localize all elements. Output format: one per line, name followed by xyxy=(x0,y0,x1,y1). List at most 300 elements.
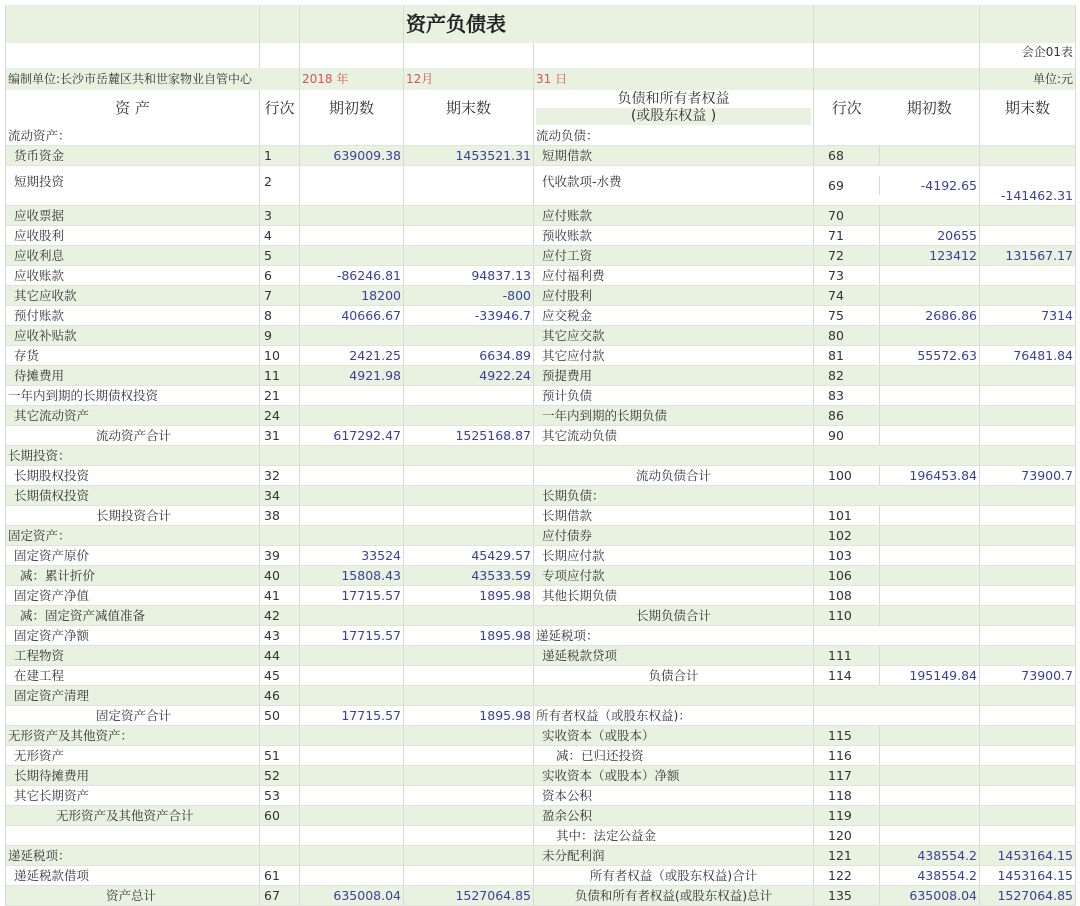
liability-item-label: 应交税金 xyxy=(534,306,814,326)
table-row xyxy=(6,646,1076,666)
asset-item-label: 其它长期资产 xyxy=(6,786,260,806)
asset-end-value xyxy=(404,786,534,806)
liability-row-number: 100 xyxy=(814,466,880,485)
liability-begin-value: 20655 xyxy=(937,228,977,243)
asset-begin-value: 2421.25 xyxy=(300,346,404,366)
asset-begin-value xyxy=(300,226,404,246)
asset-item-label: 待摊费用 xyxy=(6,366,260,386)
table-row xyxy=(6,706,1076,726)
liability-item-label: 资本公积 xyxy=(534,786,814,806)
liability-item-label: 负债合计 xyxy=(534,666,814,686)
liability-end-value xyxy=(980,586,1076,606)
form-code-row xyxy=(6,43,1076,68)
asset-row-number: 61 xyxy=(260,866,300,886)
asset-begin-value xyxy=(300,866,404,886)
table-row xyxy=(6,666,1076,686)
asset-end-value xyxy=(404,746,534,766)
asset-item-label: 固定资产合计 xyxy=(6,706,260,726)
asset-end-value xyxy=(404,866,534,886)
liability-num-group xyxy=(814,666,980,686)
asset-item-label: 资产总计 xyxy=(6,886,260,906)
asset-begin-value xyxy=(300,746,404,766)
asset-end-value: 4922.24 xyxy=(404,366,534,386)
liability-end-value xyxy=(980,506,1076,526)
header-row-no-right: 行次 xyxy=(831,98,862,117)
asset-row-number: 8 xyxy=(260,306,300,326)
table-row xyxy=(6,286,1076,306)
liability-num-group xyxy=(814,626,980,646)
liability-end-value xyxy=(980,646,1076,666)
liability-row-number: 117 xyxy=(814,766,880,785)
liability-num-group xyxy=(814,166,980,206)
liability-end-value xyxy=(980,286,1076,306)
asset-row-number: 60 xyxy=(260,806,300,826)
liability-row-number: 116 xyxy=(814,746,880,765)
liability-row-number: 75 xyxy=(814,306,880,325)
table-row xyxy=(6,386,1076,406)
liability-end-value xyxy=(980,606,1076,626)
liability-end-value xyxy=(980,326,1076,346)
header-end-right: 期末数 xyxy=(980,90,1076,126)
liability-item-label: 长期负债合计 xyxy=(534,606,814,626)
asset-begin-value xyxy=(300,246,404,266)
table-row xyxy=(6,126,1076,146)
asset-begin-value: 18200 xyxy=(300,286,404,306)
liability-item-label: 长期负债： xyxy=(534,486,814,506)
table-row xyxy=(6,766,1076,786)
liability-end-value xyxy=(980,426,1076,446)
liability-end-value: 73900.7 xyxy=(980,666,1076,686)
liability-item-label: 应付福利费 xyxy=(534,266,814,286)
asset-end-value xyxy=(404,486,534,506)
table-row xyxy=(6,746,1076,766)
liability-item-label: 代收款项-水费 xyxy=(534,166,814,206)
table-row xyxy=(6,886,1076,906)
header-begin: 期初数 xyxy=(300,90,404,126)
table-row xyxy=(6,206,1076,226)
liability-item-label: 应付股利 xyxy=(534,286,814,306)
liability-end-value xyxy=(980,366,1076,386)
liability-row-number: 106 xyxy=(814,566,880,585)
liability-num-group xyxy=(814,346,980,366)
asset-end-value xyxy=(404,826,534,846)
liability-begin-value: 123412 xyxy=(929,248,977,263)
liability-begin-value: -4192.65 xyxy=(920,178,977,193)
asset-end-value xyxy=(404,646,534,666)
liability-num-group xyxy=(814,746,980,766)
asset-item-label: 应收股利 xyxy=(6,226,260,246)
liability-item-label: 所有者权益（或股东权益)： xyxy=(534,706,814,726)
liability-end-value: -141462.31 xyxy=(980,166,1076,206)
asset-end-value xyxy=(404,806,534,826)
asset-item-label: 其它流动资产 xyxy=(6,406,260,426)
asset-item-label: 其它应收款 xyxy=(6,286,260,306)
table-row xyxy=(6,546,1076,566)
asset-item-label: 预付账款 xyxy=(6,306,260,326)
asset-begin-value xyxy=(300,526,404,546)
table-row xyxy=(6,226,1076,246)
asset-begin-value xyxy=(300,386,404,406)
asset-begin-value: 17715.57 xyxy=(300,586,404,606)
asset-row-number: 5 xyxy=(260,246,300,266)
asset-begin-value: 4921.98 xyxy=(300,366,404,386)
table-row xyxy=(6,826,1076,846)
asset-row-number: 45 xyxy=(260,666,300,686)
liability-row-number: 71 xyxy=(814,226,880,245)
table-row xyxy=(6,866,1076,886)
asset-begin-value xyxy=(300,666,404,686)
asset-row-number xyxy=(260,446,300,466)
asset-begin-value xyxy=(300,766,404,786)
asset-row-number: 3 xyxy=(260,206,300,226)
liability-num-group xyxy=(814,446,980,466)
liability-end-value: 7314 xyxy=(980,306,1076,326)
asset-row-number: 40 xyxy=(260,566,300,586)
asset-begin-value xyxy=(300,446,404,466)
liability-item-label: 其它流动负债 xyxy=(534,426,814,446)
table-row xyxy=(6,426,1076,446)
asset-row-number xyxy=(260,726,300,746)
asset-end-value: 94837.13 xyxy=(404,266,534,286)
liability-row-number: 81 xyxy=(814,346,880,365)
asset-end-value: 1895.98 xyxy=(404,586,534,606)
liability-end-value xyxy=(980,386,1076,406)
liability-num-group xyxy=(814,146,980,166)
liability-end-value xyxy=(980,446,1076,466)
header-liabilities-line1: 负债和所有者权益 xyxy=(617,91,730,107)
table-row xyxy=(6,346,1076,366)
liability-row-number: 108 xyxy=(814,586,880,605)
asset-item-label: 无形资产及其他资产合计 xyxy=(6,806,260,826)
liability-end-value xyxy=(980,146,1076,166)
asset-item-label: 递延税项： xyxy=(6,846,260,866)
liability-end-value xyxy=(980,206,1076,226)
asset-begin-value: 17715.57 xyxy=(300,626,404,646)
asset-row-number: 43 xyxy=(260,626,300,646)
asset-item-label: 固定资产净额 xyxy=(6,626,260,646)
liability-num-group xyxy=(814,606,980,626)
unit-label: 单位:元 xyxy=(980,68,1076,90)
table-row xyxy=(6,466,1076,486)
asset-end-value xyxy=(404,526,534,546)
table-row xyxy=(6,526,1076,546)
liability-row-number: 74 xyxy=(814,286,880,305)
liability-num-group xyxy=(814,286,980,306)
liability-row-number: 69 xyxy=(814,176,880,195)
liability-row-number: 135 xyxy=(814,886,880,905)
liability-end-value xyxy=(980,706,1076,726)
table-row xyxy=(6,446,1076,466)
liability-row-number: 101 xyxy=(814,506,880,525)
asset-item-label: 无形资产及其他资产： xyxy=(6,726,260,746)
asset-item-label: 固定资产净值 xyxy=(6,586,260,606)
liability-row-number: 111 xyxy=(814,646,880,665)
liability-end-value xyxy=(980,686,1076,706)
asset-row-number: 42 xyxy=(260,606,300,626)
asset-end-value xyxy=(404,206,534,226)
liability-item-label: 盈余公积 xyxy=(534,806,814,826)
asset-end-value xyxy=(404,226,534,246)
liability-item-label: 预提费用 xyxy=(534,366,814,386)
liability-end-value xyxy=(980,546,1076,566)
liability-row-number: 120 xyxy=(814,826,880,845)
liability-num-group xyxy=(814,126,980,146)
liability-end-value xyxy=(980,746,1076,766)
liability-num-group xyxy=(814,306,980,326)
asset-row-number: 24 xyxy=(260,406,300,426)
liability-begin-value: 635008.04 xyxy=(909,888,977,903)
liability-row-number: 86 xyxy=(814,406,880,425)
asset-row-number: 39 xyxy=(260,546,300,566)
liability-end-value: 1453164.15 xyxy=(980,866,1076,886)
asset-begin-value xyxy=(300,826,404,846)
table-row xyxy=(6,806,1076,826)
asset-end-value xyxy=(404,726,534,746)
liability-item-label: 预计负债 xyxy=(534,386,814,406)
liability-num-group xyxy=(814,566,980,586)
asset-end-value: 1895.98 xyxy=(404,626,534,646)
liability-end-value xyxy=(980,486,1076,506)
asset-row-number: 1 xyxy=(260,146,300,166)
asset-item-label: 无形资产 xyxy=(6,746,260,766)
liability-row-number: 83 xyxy=(814,386,880,405)
asset-row-number: 31 xyxy=(260,426,300,446)
asset-item-label: 固定资产原价 xyxy=(6,546,260,566)
asset-end-value xyxy=(404,506,534,526)
liability-row-number: 121 xyxy=(814,846,880,865)
asset-end-value xyxy=(404,406,534,426)
asset-end-value: 43533.59 xyxy=(404,566,534,586)
liability-row-number: 103 xyxy=(814,546,880,565)
liability-item-label: 递延税项： xyxy=(534,626,814,646)
liability-row-number: 90 xyxy=(814,426,880,445)
liability-begin-value: 438554.2 xyxy=(917,868,977,883)
liability-row-number: 68 xyxy=(814,146,880,165)
asset-begin-value xyxy=(300,686,404,706)
liability-begin-value: 196453.84 xyxy=(909,468,977,483)
liability-row-number: 114 xyxy=(814,666,880,685)
asset-begin-value: 15808.43 xyxy=(300,566,404,586)
liability-begin-value: 195149.84 xyxy=(909,668,977,683)
asset-item-label: 在建工程 xyxy=(6,666,260,686)
form-code: 会企01表 xyxy=(980,43,1076,68)
asset-row-number xyxy=(260,126,300,146)
liability-end-value xyxy=(980,566,1076,586)
table-row xyxy=(6,626,1076,646)
liability-item-label xyxy=(534,446,814,466)
liability-item-label: 专项应付款 xyxy=(534,566,814,586)
liability-begin-value: 55572.63 xyxy=(917,348,977,363)
liability-item-label: 应付债券 xyxy=(534,526,814,546)
liability-row-number: 122 xyxy=(814,866,880,885)
table-row xyxy=(6,366,1076,386)
liability-num-group xyxy=(814,586,980,606)
liability-num-group xyxy=(814,766,980,786)
liability-item-label: 未分配利润 xyxy=(534,846,814,866)
liability-end-value xyxy=(980,726,1076,746)
sheet-grid xyxy=(5,5,1075,906)
asset-begin-value xyxy=(300,806,404,826)
liability-num-group xyxy=(814,826,980,846)
header-row xyxy=(6,90,1076,126)
liability-num-group xyxy=(814,206,980,226)
asset-begin-value xyxy=(300,166,404,206)
liability-row-number: 118 xyxy=(814,786,880,805)
table-row xyxy=(6,606,1076,626)
liability-num-group xyxy=(814,226,980,246)
asset-row-number: 41 xyxy=(260,586,300,606)
liability-num-group xyxy=(814,326,980,346)
liability-end-value xyxy=(980,266,1076,286)
report-month: 12月 xyxy=(404,68,534,90)
asset-row-number: 10 xyxy=(260,346,300,366)
liability-end-value: 76481.84 xyxy=(980,346,1076,366)
liability-item-label: 递延税款贷项 xyxy=(534,646,814,666)
liability-item-label: 其它应付款 xyxy=(534,346,814,366)
liability-item-label: 其中：法定公益金 xyxy=(534,826,814,846)
liability-num-group xyxy=(814,246,980,266)
table-row xyxy=(6,146,1076,166)
liability-row-number: 73 xyxy=(814,266,880,285)
asset-row-number: 2 xyxy=(260,166,300,206)
liability-row-number: 102 xyxy=(814,526,880,545)
liability-end-value xyxy=(980,766,1076,786)
liability-num-group xyxy=(814,486,980,506)
liability-num-group xyxy=(814,866,980,886)
asset-row-number: 46 xyxy=(260,686,300,706)
asset-end-value xyxy=(404,166,534,206)
liability-item-label: 长期应付款 xyxy=(534,546,814,566)
asset-end-value xyxy=(404,246,534,266)
table-row xyxy=(6,506,1076,526)
liability-end-value: 1453164.15 xyxy=(980,846,1076,866)
asset-item-label: 货币资金 xyxy=(6,146,260,166)
liability-item-label: 预收账款 xyxy=(534,226,814,246)
table-row xyxy=(6,166,1076,206)
asset-end-value xyxy=(404,326,534,346)
liability-item-label: 其他长期负债 xyxy=(534,586,814,606)
asset-item-label: 长期债权投资 xyxy=(6,486,260,506)
asset-end-value xyxy=(404,606,534,626)
liability-num-group xyxy=(814,526,980,546)
liability-item-label: 所有者权益（或股东权益)合计 xyxy=(534,866,814,886)
asset-item-label: 短期投资 xyxy=(6,166,260,206)
liability-row-number: 80 xyxy=(814,326,880,345)
asset-begin-value xyxy=(300,846,404,866)
asset-begin-value xyxy=(300,786,404,806)
liability-item-label: 短期借款 xyxy=(534,146,814,166)
asset-end-value: 1527064.85 xyxy=(404,886,534,906)
table-row xyxy=(6,726,1076,746)
liability-row-number: 115 xyxy=(814,726,880,745)
liability-item-label: 其它应交款 xyxy=(534,326,814,346)
liability-num-group xyxy=(814,886,980,906)
header-assets: 资 产 xyxy=(6,90,260,126)
liability-row-number: 70 xyxy=(814,206,880,225)
page-title: 资产负债表 xyxy=(404,5,814,43)
header-liabilities xyxy=(534,90,814,126)
table-row xyxy=(6,846,1076,866)
title-row xyxy=(6,5,1076,43)
table-row xyxy=(6,406,1076,426)
liability-num-group xyxy=(814,466,980,486)
asset-row-number xyxy=(260,826,300,846)
asset-item-label: 一年内到期的长期债权投资 xyxy=(6,386,260,406)
asset-end-value xyxy=(404,126,534,146)
asset-item-label: 流动资产合计 xyxy=(6,426,260,446)
table-row xyxy=(6,566,1076,586)
liability-item-label: 一年内到期的长期负债 xyxy=(534,406,814,426)
asset-begin-value xyxy=(300,486,404,506)
liability-item-label: 实收资本（或股本）净额 xyxy=(534,766,814,786)
asset-row-number: 4 xyxy=(260,226,300,246)
header-begin-right: 期初数 xyxy=(906,98,952,117)
liability-num-group xyxy=(814,266,980,286)
asset-item-label: 长期股权投资 xyxy=(6,466,260,486)
table-row xyxy=(6,266,1076,286)
liability-num-group xyxy=(814,706,980,726)
asset-row-number: 44 xyxy=(260,646,300,666)
asset-row-number: 53 xyxy=(260,786,300,806)
asset-end-value xyxy=(404,466,534,486)
liability-item-label: 实收资本（或股本） xyxy=(534,726,814,746)
liability-item-label xyxy=(534,686,814,706)
header-liabilities-line2: (或股东权益 ) xyxy=(536,108,811,125)
asset-row-number: 67 xyxy=(260,886,300,906)
liability-num-group xyxy=(814,806,980,826)
liability-num-group xyxy=(814,646,980,666)
asset-item-label: 应收账款 xyxy=(6,266,260,286)
asset-row-number: 50 xyxy=(260,706,300,726)
asset-row-number: 52 xyxy=(260,766,300,786)
liability-num-group xyxy=(814,366,980,386)
asset-item-label: 长期投资： xyxy=(6,446,260,466)
asset-row-number: 32 xyxy=(260,466,300,486)
asset-row-number: 9 xyxy=(260,326,300,346)
table-row xyxy=(6,486,1076,506)
table-row xyxy=(6,586,1076,606)
liability-end-value xyxy=(980,806,1076,826)
asset-end-value: 45429.57 xyxy=(404,546,534,566)
report-day: 31 日 xyxy=(534,68,814,90)
asset-row-number: 7 xyxy=(260,286,300,306)
header-row-no: 行次 xyxy=(260,90,300,126)
liability-row-number: 72 xyxy=(814,246,880,265)
asset-item-label: 固定资产清理 xyxy=(6,686,260,706)
asset-item-label: 工程物资 xyxy=(6,646,260,666)
asset-row-number xyxy=(260,846,300,866)
company-row xyxy=(6,68,1076,90)
asset-begin-value: 40666.67 xyxy=(300,306,404,326)
asset-end-value xyxy=(404,846,534,866)
asset-begin-value xyxy=(300,646,404,666)
asset-begin-value: 17715.57 xyxy=(300,706,404,726)
asset-end-value xyxy=(404,686,534,706)
liability-row-number: 110 xyxy=(814,606,880,625)
asset-end-value xyxy=(404,766,534,786)
asset-begin-value: 635008.04 xyxy=(300,886,404,906)
liability-begin-value: 438554.2 xyxy=(917,848,977,863)
asset-end-value xyxy=(404,386,534,406)
asset-begin-value: -86246.81 xyxy=(300,266,404,286)
liability-item-label: 减：已归还投资 xyxy=(534,746,814,766)
liability-num-group xyxy=(814,426,980,446)
asset-begin-value xyxy=(300,126,404,146)
liability-end-value xyxy=(980,626,1076,646)
asset-begin-value xyxy=(300,206,404,226)
asset-begin-value xyxy=(300,726,404,746)
asset-begin-value xyxy=(300,326,404,346)
